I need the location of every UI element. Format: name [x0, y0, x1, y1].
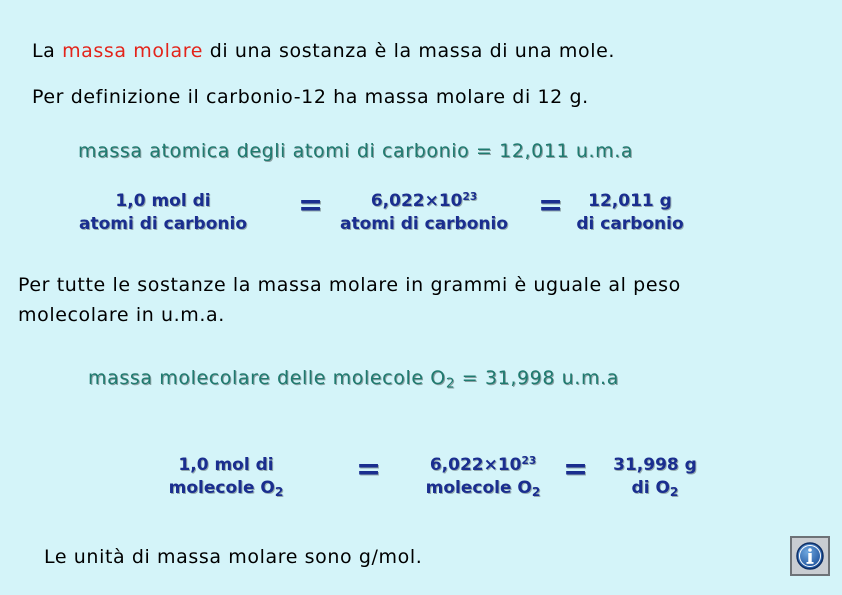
carbon-mol-line-1: 1,0 mol di	[115, 191, 211, 211]
oxygen-heading	[88, 367, 619, 392]
intro-line-2: Per definizione il carbonio-12 ha massa molare di 12 g.	[32, 86, 589, 108]
carbon-col-mass	[568, 190, 692, 236]
rule-line-1: Per tutte le sostanze la massa molare in grammi è uguale al peso	[18, 274, 681, 296]
oxygen-heading-start: massa molecolare delle molecole O	[88, 367, 446, 389]
avogadro-base: 6,022×10	[370, 191, 463, 211]
carbon-equals-2: =	[538, 188, 564, 223]
oxygen-mol-line-2	[158, 477, 294, 500]
carbon-atoms-count	[332, 190, 516, 213]
carbon-col-mol	[72, 190, 254, 236]
carbon-equals-1: =	[298, 188, 324, 223]
oxygen-molecule-count	[418, 454, 548, 477]
oxygen-equals-1: =	[356, 452, 382, 487]
oxygen-molecules-label: molecole O	[425, 478, 532, 498]
rule-line-2: molecolare in u.m.a.	[18, 304, 225, 326]
carbon-atoms-label: atomi di carbonio	[339, 214, 509, 234]
oxygen-mol-line-1: 1,0 mol di	[178, 455, 274, 475]
oxygen-avogadro-exponent: 23	[521, 455, 537, 468]
oxygen-col-mol	[158, 454, 294, 500]
oxygen-col-molecules	[418, 454, 548, 500]
oxygen-mass-line-2	[600, 477, 710, 500]
oxygen-mass-value: 31,998 g	[613, 455, 697, 475]
info-icon	[795, 541, 825, 571]
intro-line-1	[32, 40, 615, 62]
carbon-mass-value: 12,011 g	[588, 191, 672, 211]
intro-text-start: La	[32, 40, 63, 62]
oxygen-mol-label: molecole O	[168, 478, 275, 498]
highlight-term: massa molare	[62, 40, 204, 62]
oxygen-mass-label: di O	[631, 478, 670, 498]
carbon-mass-label: di carbonio	[576, 214, 684, 234]
carbon-col-atoms	[332, 190, 516, 236]
units-note: Le unità di massa molare sono g/mol.	[44, 546, 423, 568]
carbon-heading: massa atomica degli atomi di carbonio = 12,011 u.m.a	[78, 140, 634, 162]
oxygen-heading-subscript: 2	[445, 375, 456, 392]
oxygen-equals-2: =	[563, 452, 589, 487]
intro-text-end: di una sostanza è la massa di una mole.	[203, 40, 616, 62]
oxygen-col-mass	[600, 454, 710, 500]
oxygen-avogadro-base: 6,022×10	[429, 455, 522, 475]
oxygen-molecules-subscript: 2	[531, 485, 541, 500]
oxygen-mol-subscript: 2	[274, 485, 284, 500]
info-button[interactable]	[790, 536, 830, 576]
carbon-mol-line-2: atomi di carbonio	[78, 214, 248, 234]
avogadro-exponent: 23	[462, 191, 478, 204]
oxygen-heading-end: = 31,998 u.m.a	[455, 367, 619, 389]
oxygen-mass-subscript: 2	[669, 485, 679, 500]
oxygen-molecules-line-2	[418, 477, 548, 500]
